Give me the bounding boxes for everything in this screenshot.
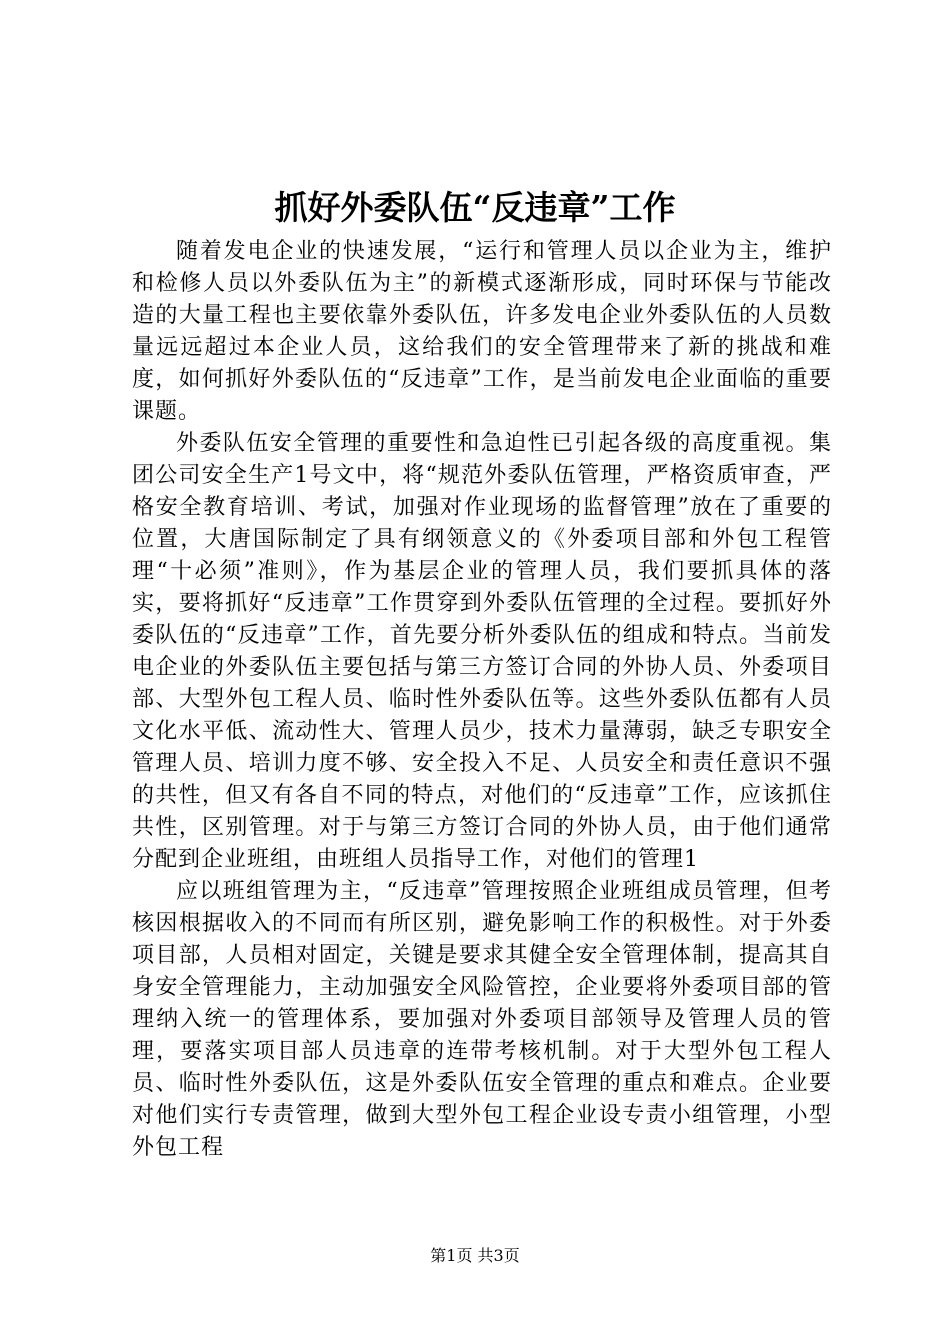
document-body bbox=[132, 236, 832, 1164]
page-footer: 第1页 共3页 bbox=[430, 1246, 520, 1265]
paragraph-3: 应以班组管理为主，“反违章”管理按照企业班组成员管理，但考核因根据收入的不同而有所区别，避免影响工作的积极性。对于外委项目部，人员相对固定，关键是要求其健全安全管理体制，提高其自身安全管理能力，主动加强安全风险管控，企业要将外委项目部的管理纳入统一的管理体系，要加强对外委项目部领导及管理人员的管理，要落实项目部人员违章的连带考核机制。对于大型外包工程人员、临时性外委队伍，这是外委队伍安全管理的重点和难点。企业要对他们实行专责管理，做到大型外包工程企业设专责小组管理，小型外包工程 bbox=[132, 879, 832, 1160]
paragraph-1: 随着发电企业的快速发展，“运行和管理人员以企业为主，维护和检修人员以外委队伍为主”的新模式逐渐形成，同时环保与节能改造的大量工程也主要依靠外委队伍，许多发电企业外委队伍的人员数量远远超过本企业人员，这给我们的安全管理带来了新的挑战和难度，如何抓好外委队伍的“反违章”工作，是当前发电企业面临的重要课题。 bbox=[132, 239, 832, 424]
document-title: 抓好外委队伍“反违章”工作 bbox=[274, 188, 676, 227]
paragraph-2: 外委队伍安全管理的重要性和急迫性已引起各级的高度重视。集团公司安全生产1号文中，将“规范外委队伍管理，严格资质审查，严格安全教育培训、考试，加强对作业现场的监督管理”放在了重要的位置，大唐国际制定了具有纲领意义的《外委项目部和外包工程管理“十必须”准则》，作为基层企业的管理人员，我们要抓具体的落实，要将抓好“反违章”工作贯穿到外委队伍管理的全过程。要抓好外委队伍的“反违章”工作，首先要分析外委队伍的组成和特点。当前发电企业的外委队伍主要包括与第三方签订合同的外协人员、外委项目部、大型外包工程人员、临时性外委队伍等。这些外委队伍都有人员文化水平低、流动性大、管理人员少，技术力量薄弱，缺乏专职安全管理人员、培训力度不够、安全投入不足、人员安全和责任意识不强的共性，但又有各自不同的特点，对他们的“反违章”工作，应该抓住共性，区别管理。对于与第三方签订合同的外协人员，由于他们通常分配到企业班组，由班组人员指导工作，对他们的管理1 bbox=[132, 431, 832, 872]
